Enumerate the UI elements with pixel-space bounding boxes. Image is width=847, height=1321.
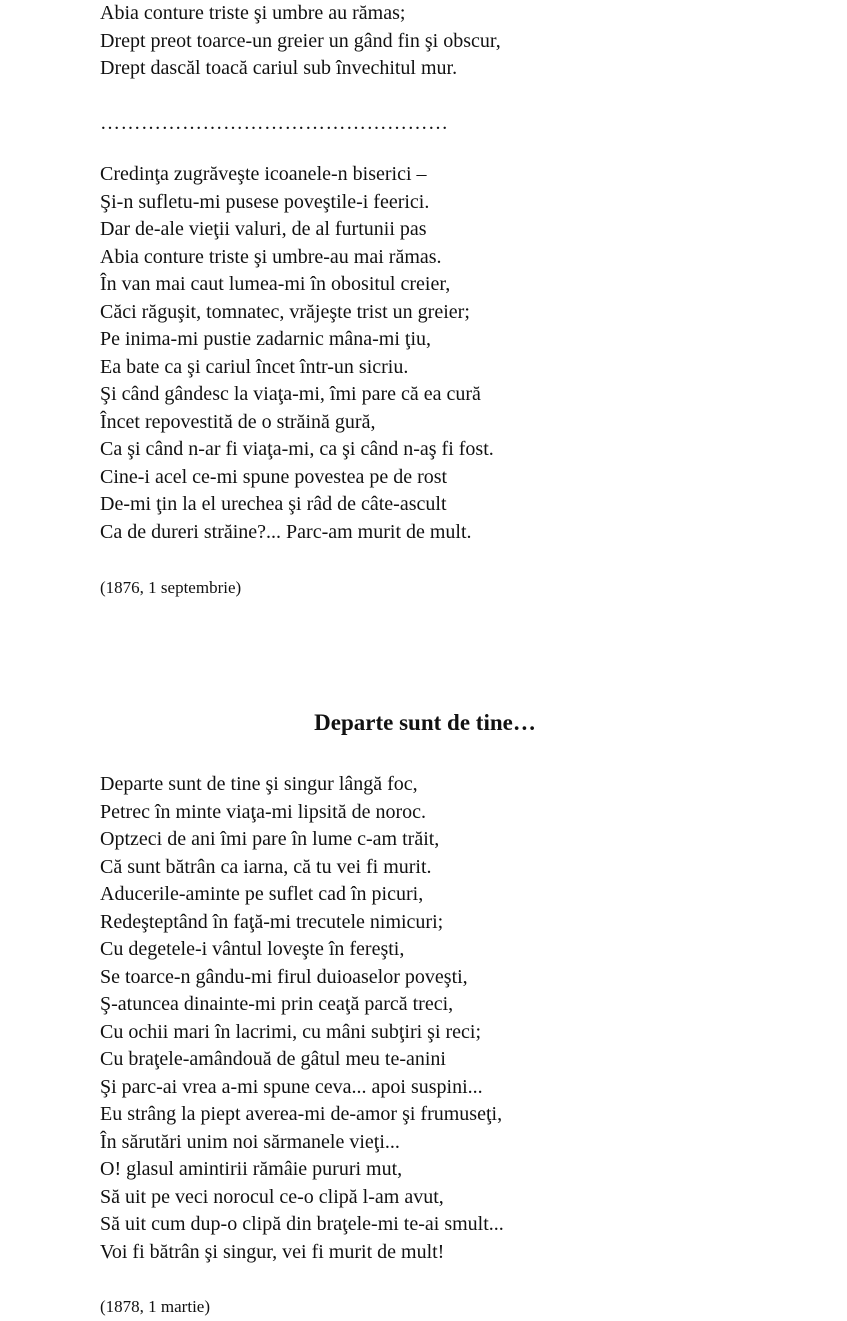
verse-line: Şi când gândesc la viaţa-mi, îmi pare că ea cură <box>100 383 481 405</box>
verse-line: Şi parc-ai vrea a-mi spune ceva... apoi suspini... <box>100 1075 483 1098</box>
verse-line: De-mi ţin la el urechea şi râd de câte-ascult <box>100 493 447 515</box>
verse-line: Drept dascăl toacă cariul sub învechitul mur. <box>100 57 458 79</box>
verse-line: Pe inima-mi pustie zadarnic mâna-mi ţiu, <box>100 328 432 350</box>
verse-line: Şi-n sufletu-mi pusese poveştile-i feerici. <box>100 190 430 213</box>
verse-line: Ş-atuncea dinainte-mi prin ceaţă parcă treci, <box>100 993 454 1015</box>
verse-line: Optzeci de ani îmi pare în lume c-am trăit, <box>100 828 440 850</box>
verse-line: Se toarce-n gându-mi firul duioaselor poveşti, <box>100 965 468 988</box>
verse-line: În van mai caut lumea-mi în obositul creier, <box>100 273 451 295</box>
verse-line: Cu degetele-i vântul loveşte în fereşti, <box>100 938 405 960</box>
separator-dots: …………………………………………… <box>100 112 449 134</box>
verse-line: Ca şi când n-ar fi viaţa-mi, ca şi când n-aş fi fost. <box>100 438 494 460</box>
verse-line: Petrec în minte viaţa-mi lipsită de noroc. <box>100 800 427 823</box>
verse-line: Drept preot toarce-un greier un gând fin şi obscur, <box>100 29 501 52</box>
verse-line: Aducerile-aminte pe suflet cad în picuri, <box>100 883 424 905</box>
verse-line: Departe sunt de tine şi singur lângă foc, <box>100 773 418 795</box>
verse-line: Redeşteptând în faţă-mi trecutele nimicuri; <box>100 910 444 933</box>
poem2-title: Departe sunt de tine… <box>314 710 536 735</box>
verse-line: Dar de-ale vieţii valuri, de al furtunii pas <box>100 218 427 240</box>
verse-line: Ea bate ca şi cariul încet într-un sicriu. <box>100 355 409 378</box>
verse-line: Cu braţele-amândouă de gâtul meu te-anini <box>100 1048 446 1070</box>
verse-line: Cu ochii mari în lacrimi, cu mâni subţiri şi reci; <box>100 1020 482 1043</box>
verse-line: Cine-i acel ce-mi spune povestea pe de rost <box>100 465 448 488</box>
poem1-date: (1876, 1 septembrie) <box>100 578 242 597</box>
verse-line: Să uit cum dup-o clipă din braţele-mi te-ai smult... <box>100 1213 504 1235</box>
verse-line: Încet repovestită de o străină gură, <box>100 410 376 433</box>
poem2-stanza <box>100 771 800 1266</box>
verse-line: În sărutări unim noi sărmanele vieţi... <box>100 1130 400 1153</box>
verse-line: Căci răguşit, tomnatec, vrăjeşte trist un greier; <box>100 300 470 323</box>
verse-line: Abia conture triste şi umbre-au mai rămas. <box>100 245 442 268</box>
verse-line: Ca de dureri străine?... Parc-am murit de mult. <box>100 520 472 543</box>
verse-line: Voi fi bătrân şi singur, vei fi murit de mult! <box>100 1240 445 1263</box>
intro-stanza <box>100 0 800 83</box>
verse-line: Să uit pe veci norocul ce-o clipă l-am avut, <box>100 1185 444 1208</box>
verse-line: Credinţa zugrăveşte icoanele-n biserici – <box>100 163 427 185</box>
poem2-date: (1878, 1 martie) <box>100 1297 210 1316</box>
verse-line: Că sunt bătrân ca iarna, că tu vei fi murit. <box>100 855 432 878</box>
verse-line: Eu strâng la piept averea-mi de-amor şi frumuseţi, <box>100 1103 503 1125</box>
verse-line: O! glasul amintirii rămâie pururi mut, <box>100 1158 403 1180</box>
poem1-stanza <box>100 161 800 546</box>
verse-line: Abia conture triste şi umbre au rămas; <box>100 2 406 24</box>
